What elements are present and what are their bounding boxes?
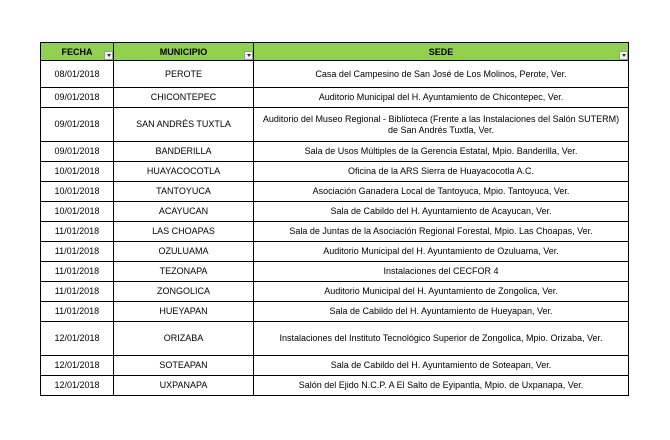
table-row: [41, 162, 629, 182]
cell-fecha[interactable]: 11/01/2018: [41, 262, 114, 282]
cell-municipio[interactable]: ORIZABA: [114, 322, 254, 356]
table-row: [41, 376, 629, 396]
dropdown-arrow-icon: [107, 54, 111, 57]
cell-municipio[interactable]: CHICONTEPEC: [114, 88, 254, 108]
cell-fecha[interactable]: 11/01/2018: [41, 302, 114, 322]
table-row: [41, 262, 629, 282]
cell-municipio[interactable]: SAN ANDRÉS TUXTLA: [114, 108, 254, 142]
table-row: [41, 88, 629, 108]
table-row: [41, 182, 629, 202]
cell-fecha[interactable]: 12/01/2018: [41, 356, 114, 376]
cell-fecha[interactable]: 09/01/2018: [41, 108, 114, 142]
table-row: [41, 142, 629, 162]
table-row: [41, 282, 629, 302]
header-row: [41, 43, 629, 61]
cell-sede[interactable]: Salón del Ejido N.C.P. A El Salto de Eyipantla, Mpio. de Uxpanapa, Ver.: [254, 376, 629, 396]
table-row: [41, 202, 629, 222]
cell-fecha[interactable]: 11/01/2018: [41, 282, 114, 302]
cell-sede[interactable]: Sala de Usos Múltiples de la Gerencia Estatal, Mpio. Banderilla, Ver.: [254, 142, 629, 162]
filter-sede-button[interactable]: [619, 51, 628, 60]
cell-municipio[interactable]: HUAYACOCOTLA: [114, 162, 254, 182]
cell-municipio[interactable]: BANDERILLA: [114, 142, 254, 162]
header-municipio-label: MUNICIPIO: [159, 46, 208, 57]
cell-municipio[interactable]: TEZONAPA: [114, 262, 254, 282]
header-sede: [254, 43, 629, 61]
cell-fecha[interactable]: 12/01/2018: [41, 322, 114, 356]
header-municipio: [114, 43, 254, 61]
dropdown-arrow-icon: [622, 54, 626, 57]
cell-fecha[interactable]: 08/01/2018: [41, 61, 114, 88]
cell-sede[interactable]: Instalaciones del Instituto Tecnológico Superior de Zongolica, Mpio. Orizaba, Ver.: [254, 322, 629, 356]
cell-sede[interactable]: Asociación Ganadera Local de Tantoyuca, Mpio. Tantoyuca, Ver.: [254, 182, 629, 202]
cell-fecha[interactable]: 10/01/2018: [41, 182, 114, 202]
cell-fecha[interactable]: 10/01/2018: [41, 162, 114, 182]
cell-sede[interactable]: Auditorio Municipal del H. Ayuntamiento de Zongolica, Ver.: [254, 282, 629, 302]
cell-municipio[interactable]: PEROTE: [114, 61, 254, 88]
table-row: [41, 222, 629, 242]
table-row: [41, 61, 629, 88]
cell-sede[interactable]: Sala de Cabildo del H. Ayuntamiento de Acayucan, Ver.: [254, 202, 629, 222]
cell-sede[interactable]: Instalaciones del CECFOR 4: [254, 262, 629, 282]
cell-fecha[interactable]: 10/01/2018: [41, 202, 114, 222]
cell-municipio[interactable]: SOTEAPAN: [114, 356, 254, 376]
header-fecha-label: FECHA: [61, 46, 93, 57]
cell-municipio[interactable]: OZULUAMA: [114, 242, 254, 262]
cell-sede[interactable]: Auditorio Municipal del H. Ayuntamiento de Ozuluama, Ver.: [254, 242, 629, 262]
cell-sede[interactable]: Sala de Cabildo del H. Ayuntamiento de Soteapan, Ver.: [254, 356, 629, 376]
table-row: [41, 322, 629, 356]
table-row: [41, 242, 629, 262]
cell-fecha[interactable]: 09/01/2018: [41, 88, 114, 108]
cell-fecha[interactable]: 09/01/2018: [41, 142, 114, 162]
table-row: [41, 356, 629, 376]
cell-municipio[interactable]: UXPANAPA: [114, 376, 254, 396]
cell-sede[interactable]: Sala de Juntas de la Asociación Regional Forestal, Mpio. Las Choapas, Ver.: [254, 222, 629, 242]
cell-municipio[interactable]: HUEYAPAN: [114, 302, 254, 322]
cell-municipio[interactable]: ACAYUCAN: [114, 202, 254, 222]
cell-sede[interactable]: Casa del Campesino de San José de Los Molinos, Perote, Ver.: [254, 61, 629, 88]
dropdown-arrow-icon: [247, 54, 251, 57]
filter-municipio-button[interactable]: [244, 51, 253, 60]
sessions-table: [40, 42, 629, 396]
filter-fecha-button[interactable]: [104, 51, 113, 60]
cell-fecha[interactable]: 11/01/2018: [41, 242, 114, 262]
cell-municipio[interactable]: ZONGOLICA: [114, 282, 254, 302]
cell-sede[interactable]: Auditorio Municipal del H. Ayuntamiento de Chicontepec, Ver.: [254, 88, 629, 108]
cell-fecha[interactable]: 11/01/2018: [41, 222, 114, 242]
cell-fecha[interactable]: 12/01/2018: [41, 376, 114, 396]
header-sede-label: SEDE: [428, 46, 454, 57]
table-row: [41, 302, 629, 322]
cell-municipio[interactable]: LAS CHOAPAS: [114, 222, 254, 242]
spreadsheet-area: [40, 42, 628, 396]
cell-municipio[interactable]: TANTOYUCA: [114, 182, 254, 202]
cell-sede[interactable]: Oficina de la ARS Sierra de Huayacocotla A.C.: [254, 162, 629, 182]
cell-sede[interactable]: Auditorio del Museo Regional - Biblioteca (Frente a las Instalaciones del Salón SUTERM) de San Andrés Tuxtla, Ver.: [254, 108, 629, 142]
header-fecha: [41, 43, 114, 61]
cell-sede[interactable]: Sala de Cabildo del H. Ayuntamiento de Hueyapan, Ver.: [254, 302, 629, 322]
table-row: [41, 108, 629, 142]
